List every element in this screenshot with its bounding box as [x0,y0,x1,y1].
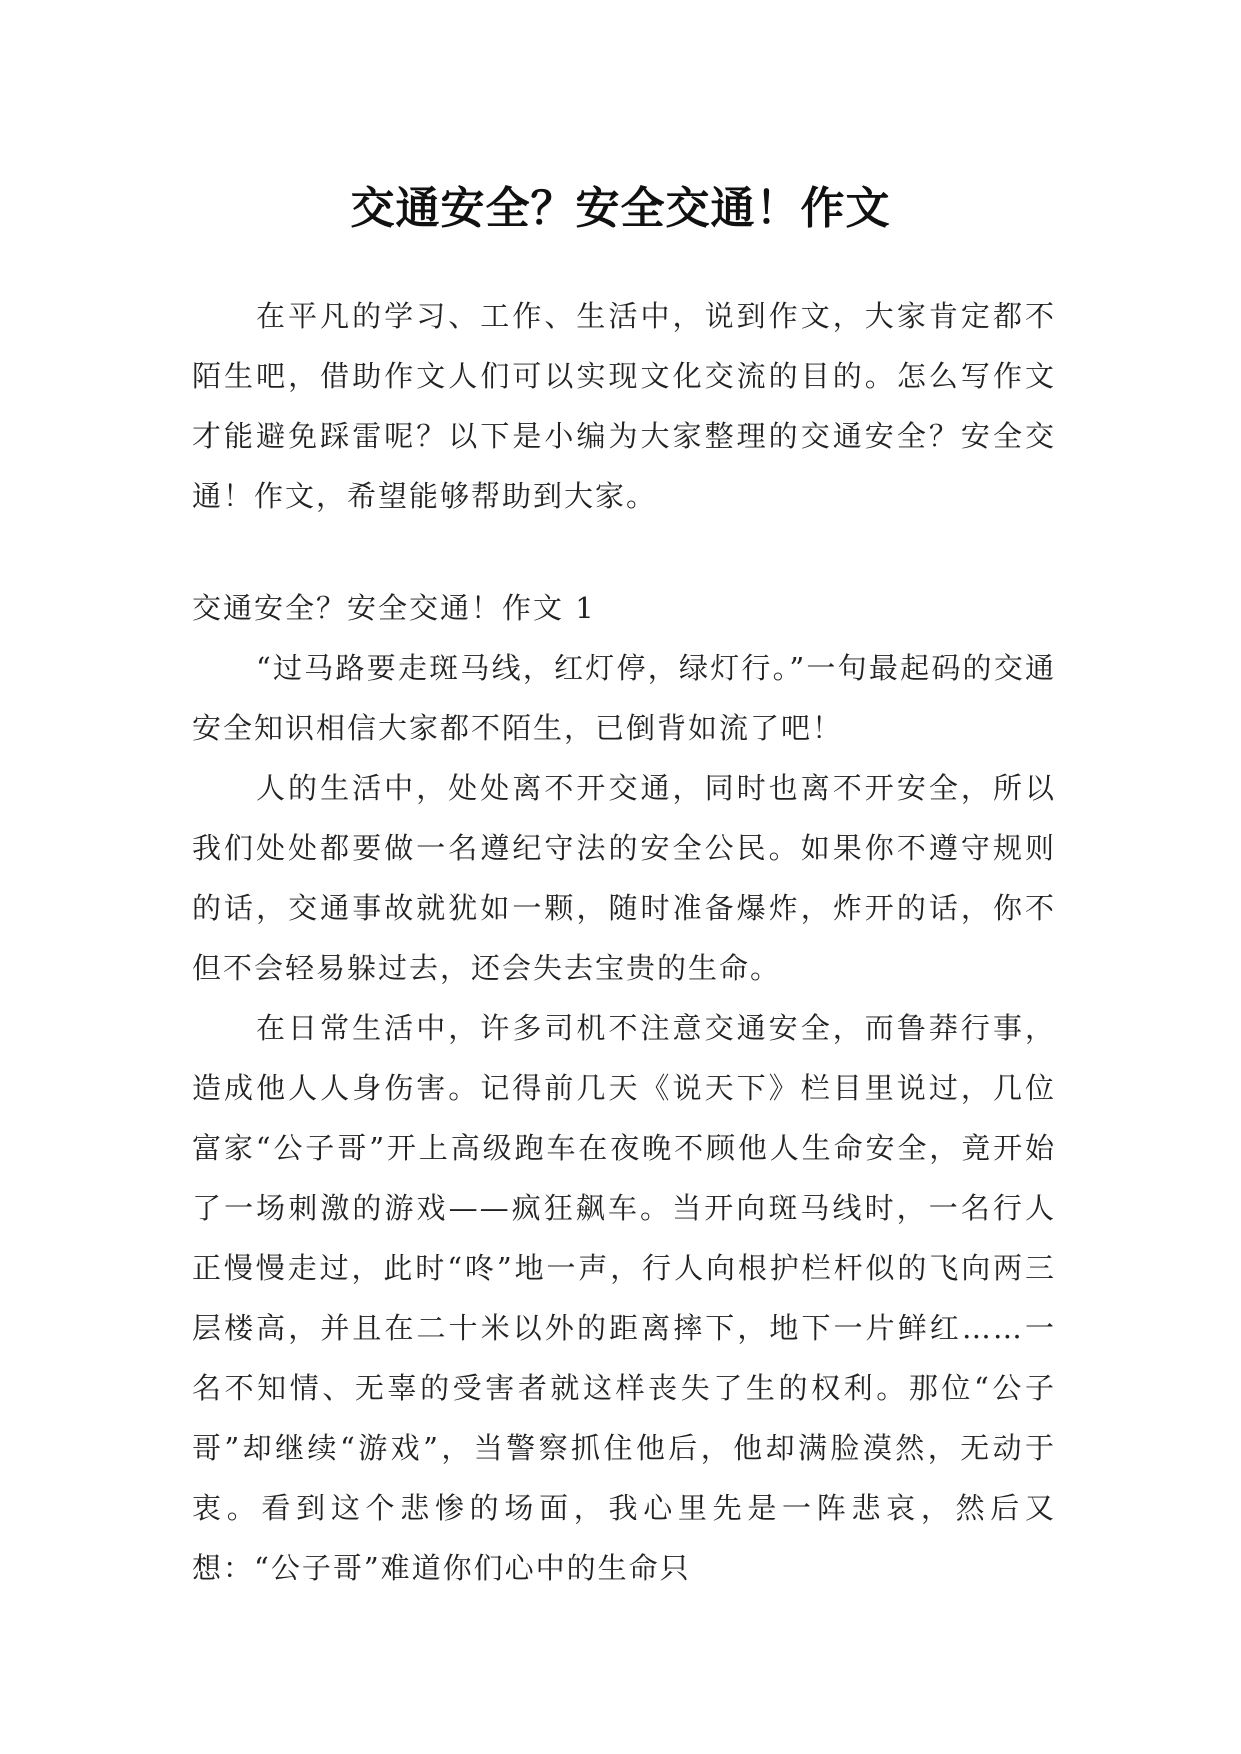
document-title: 交通安全？安全交通！作文 [350,183,891,235]
body-paragraph-1: “过马路要走斑马线，红灯停，绿灯行。”一句最起码的交通安全知识相信大家都不陌生，已倒背如流了吧！ [192,651,1056,745]
intro-block [192,286,1056,526]
body-paragraph-3: 在日常生活中，许多司机不注意交通安全，而鲁莽行事，造成他人人身伤害。记得前几天《说天下》栏目里说过，几位富家“公子哥”开上高级跑车在夜晚不顾他人生命安全，竟开始了一场刺激的游戏——疯狂飙车。当开向斑马线时，一名行人正慢慢走过，此时“咚”地一声，行人向根护栏杆似的飞向两三层楼高，并且在二十米以外的距离摔下，地下一片鲜红……一名不知情、无辜的受害者就这样丧失了生的权利。那位“公子哥”却继续“游戏”，当警察抓住他后，他却满脸漠然，无动于衷。看到这个悲惨的场面，我心里先是一阵悲哀，然后又想：“公子哥”难道你们心中的生命只 [192,1011,1056,1585]
section-heading: 交通安全？安全交通！作文 1 [192,591,596,625]
essay-section [192,578,1056,1598]
body-paragraph-2: 人的生活中，处处离不开交通，同时也离不开安全，所以我们处处都要做一名遵纪守法的安全公民。如果你不遵守规则的话，交通事故就犹如一颗，随时准备爆炸，炸开的话，你不但不会轻易躲过去，还会失去宝贵的生命。 [192,771,1056,985]
intro-paragraph: 在平凡的学习、工作、生活中，说到作文，大家肯定都不陌生吧，借助作文人们可以实现文化交流的目的。怎么写作文才能避免踩雷呢？以下是小编为大家整理的交通安全？安全交通！作文，希望能够帮助到大家。 [192,299,1056,513]
